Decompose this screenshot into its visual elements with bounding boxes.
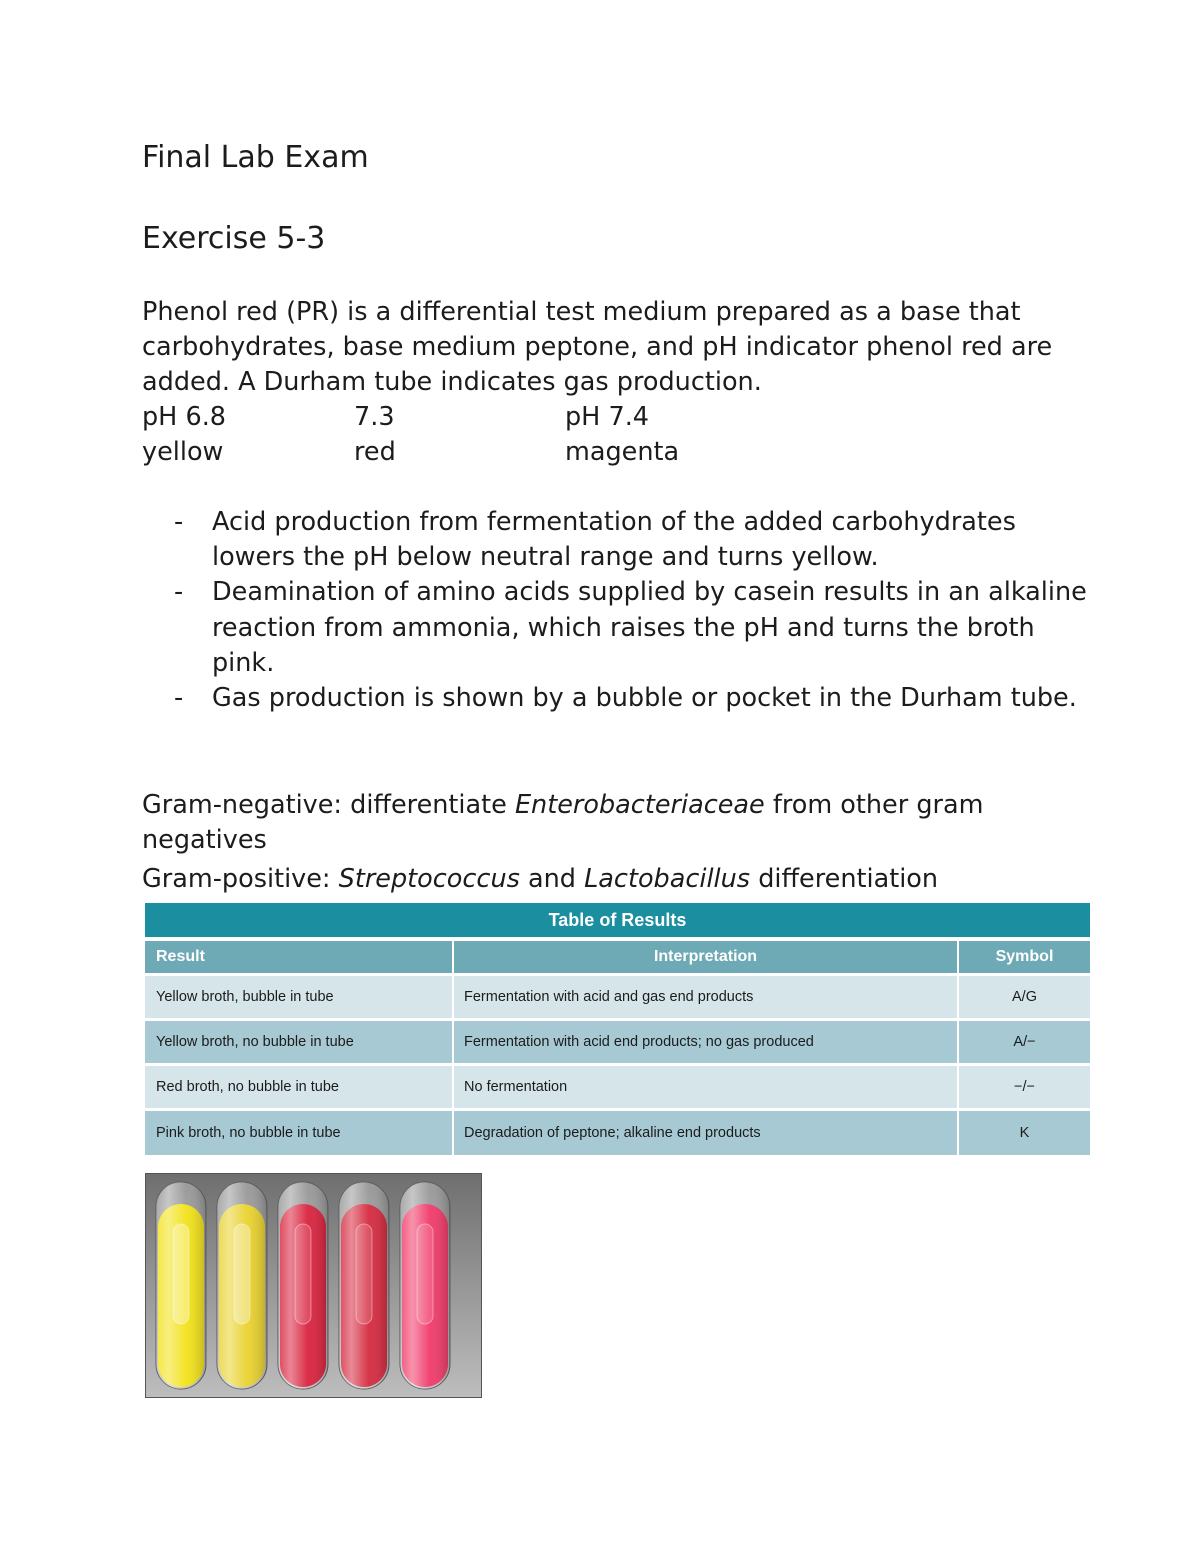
test-tube bbox=[217, 1182, 267, 1389]
symbol-cell: A/− bbox=[1013, 1034, 1036, 1050]
bullet-list bbox=[142, 505, 1102, 716]
result-cell: Yellow broth, no bubble in tube bbox=[145, 1021, 454, 1063]
ph-color: magenta bbox=[565, 437, 680, 468]
bullet-text: Deamination of amino acids supplied by casein results in an alkaline reaction from ammonia, which raises the pH and turns the broth pink. bbox=[212, 577, 1087, 678]
gram-negative-note bbox=[142, 788, 1102, 858]
gram-positive-note bbox=[142, 862, 1142, 897]
table-row bbox=[145, 1021, 1090, 1063]
table-header-row bbox=[145, 941, 1090, 973]
gram-positive-taxon-2: Lactobacillus bbox=[584, 864, 751, 894]
exercise-heading: Exercise 5-3 bbox=[142, 221, 326, 256]
result-cell: Yellow broth, bubble in tube bbox=[145, 976, 454, 1018]
test-tube bbox=[339, 1182, 389, 1389]
interpretation-cell: Fermentation with acid and gas end products bbox=[454, 976, 959, 1018]
symbol-cell: K bbox=[1019, 1125, 1030, 1141]
column-header-symbol: Symbol bbox=[995, 948, 1054, 965]
symbol-cell: −/− bbox=[1014, 1079, 1035, 1095]
test-tube bbox=[156, 1182, 206, 1389]
gram-positive-prefix: Gram-positive: bbox=[142, 864, 339, 894]
ph-color: red bbox=[354, 437, 396, 468]
test-tube bbox=[278, 1182, 328, 1389]
intro-paragraph: Phenol red (PR) is a differential test medium prepared as a base that carbohydrates, base medium peptone, and pH indicator phenol red are added. A Durham tube indicates gas production. bbox=[142, 297, 1053, 398]
tube-highlight bbox=[217, 1182, 267, 1389]
column-header-interpretation: Interpretation bbox=[454, 941, 959, 973]
bullet-marker: - bbox=[174, 683, 184, 714]
interpretation-cell: Degradation of peptone; alkaline end products bbox=[454, 1111, 959, 1155]
table-row bbox=[145, 1066, 1090, 1108]
ph-color: yellow bbox=[142, 437, 224, 468]
bullet-marker: - bbox=[174, 577, 184, 608]
bullet-marker: - bbox=[174, 507, 184, 537]
list-item bbox=[142, 575, 1102, 681]
tube-highlight bbox=[339, 1182, 389, 1389]
test-tubes-photo bbox=[145, 1173, 482, 1398]
gram-negative-taxon: Enterobacteriaceae bbox=[514, 790, 765, 820]
table-title: Table of Results bbox=[145, 903, 1090, 937]
tube-highlight bbox=[156, 1182, 206, 1389]
result-cell: Red broth, no bubble in tube bbox=[145, 1066, 454, 1108]
interpretation-cell: No fermentation bbox=[454, 1066, 959, 1108]
list-item bbox=[142, 681, 1102, 716]
results-table bbox=[145, 903, 1090, 1155]
ph-value: 7.3 bbox=[354, 402, 395, 432]
interpretation-cell: Fermentation with acid end products; no gas produced bbox=[454, 1021, 959, 1063]
document-title: Final Lab Exam bbox=[142, 140, 369, 175]
bullet-text: Gas production is shown by a bubble or pocket in the Durham tube. bbox=[212, 683, 1077, 714]
tube-highlight bbox=[400, 1182, 450, 1389]
gram-negative-prefix: Gram-negative: differentiate bbox=[142, 790, 515, 820]
gram-positive-taxon-1: Streptococcus bbox=[338, 864, 520, 894]
table-row bbox=[145, 1111, 1090, 1155]
result-cell: Pink broth, no bubble in tube bbox=[145, 1111, 454, 1155]
table-row bbox=[145, 976, 1090, 1018]
list-item bbox=[142, 505, 1102, 575]
gram-negative-suffix: from other gram negatives bbox=[142, 790, 984, 856]
bullet-text: Acid production from fermentation of the added carbohydrates lowers the pH below neutral range and turns yellow. bbox=[212, 507, 1016, 573]
gram-positive-middle: and bbox=[519, 864, 585, 894]
test-tube bbox=[400, 1182, 450, 1389]
symbol-cell: A/G bbox=[1012, 989, 1037, 1005]
ph-values-row bbox=[142, 400, 842, 435]
ph-colors-row bbox=[142, 435, 842, 470]
ph-scale bbox=[142, 400, 842, 470]
test-tubes-illustration bbox=[146, 1174, 481, 1397]
column-header-result: Result bbox=[145, 941, 454, 973]
gram-positive-suffix: differentiation bbox=[750, 864, 939, 894]
ph-value: pH 7.4 bbox=[565, 402, 650, 432]
tube-highlight bbox=[278, 1182, 328, 1389]
ph-value: pH 6.8 bbox=[142, 402, 227, 432]
